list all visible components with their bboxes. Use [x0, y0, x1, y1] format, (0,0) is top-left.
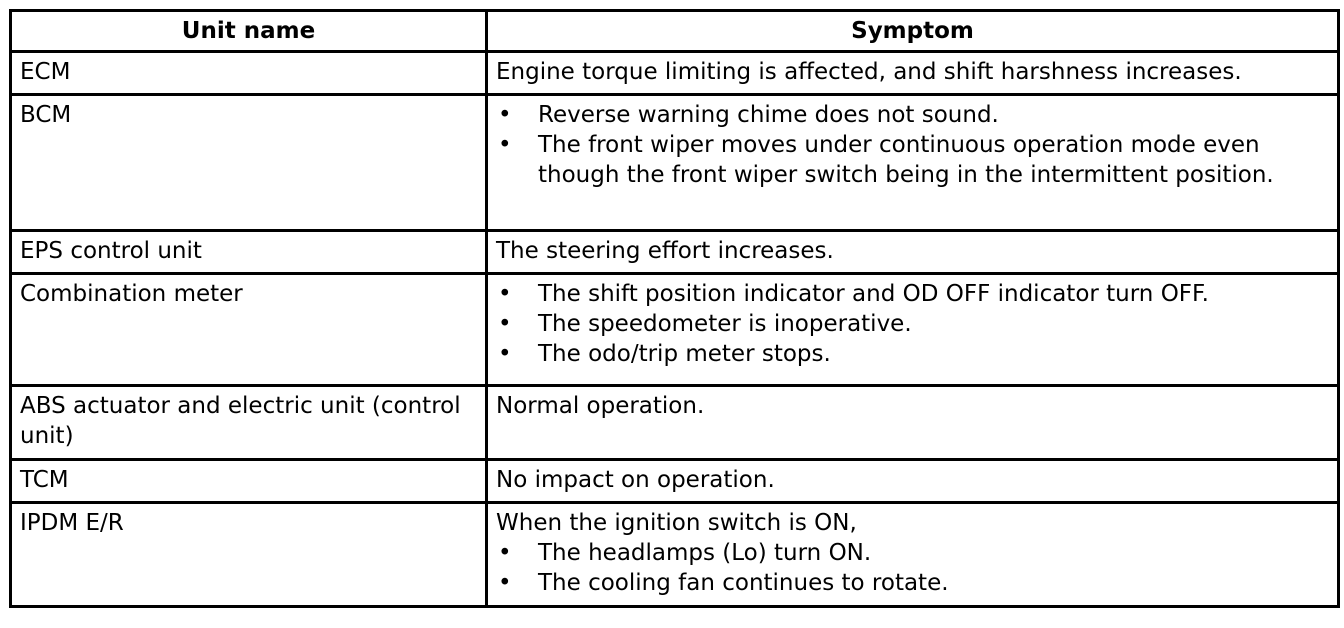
list-item: • The shift position indicator and OD OFF indicator turn OFF.	[496, 279, 1329, 309]
symptom-bullet-list	[496, 279, 1329, 369]
symptom-bullet-list	[496, 538, 1329, 598]
symptom-cell: Normal operation.	[487, 386, 1339, 460]
symptom-cell	[487, 503, 1339, 607]
symptom-table	[9, 9, 1340, 608]
unit-cell: ABS actuator and electric unit (control unit)	[11, 386, 487, 460]
table-row	[11, 231, 1339, 274]
list-item: • Reverse warning chime does not sound.	[496, 100, 1329, 130]
table-row	[11, 386, 1339, 460]
header-symptom: Symptom	[487, 11, 1339, 52]
table-row	[11, 52, 1339, 95]
symptom-cell	[487, 95, 1339, 231]
table-row	[11, 503, 1339, 607]
header-unit-name: Unit name	[11, 11, 487, 52]
list-item: • The odo/trip meter stops.	[496, 339, 1329, 369]
unit-cell: Combination meter	[11, 274, 487, 386]
unit-cell: IPDM E/R	[11, 503, 487, 607]
table-row	[11, 460, 1339, 503]
symptom-cell: The steering effort increases.	[487, 231, 1339, 274]
symptom-cell: No impact on operation.	[487, 460, 1339, 503]
symptom-intro: When the ignition switch is ON,	[496, 510, 857, 536]
unit-cell: EPS control unit	[11, 231, 487, 274]
symptom-bullet-list	[496, 100, 1329, 190]
unit-cell: BCM	[11, 95, 487, 231]
unit-cell: ECM	[11, 52, 487, 95]
table-row	[11, 274, 1339, 386]
table-row	[11, 95, 1339, 231]
symptom-cell: Engine torque limiting is affected, and shift harshness increases.	[487, 52, 1339, 95]
header-row	[11, 11, 1339, 52]
list-item: • The front wiper moves under continuous operation mode even though the front wiper switch being in the intermittent position.	[496, 130, 1329, 190]
list-item: • The headlamps (Lo) turn ON.	[496, 538, 1329, 568]
list-item: • The cooling fan continues to rotate.	[496, 568, 1329, 598]
unit-cell: TCM	[11, 460, 487, 503]
symptom-cell	[487, 274, 1339, 386]
list-item: • The speedometer is inoperative.	[496, 309, 1329, 339]
